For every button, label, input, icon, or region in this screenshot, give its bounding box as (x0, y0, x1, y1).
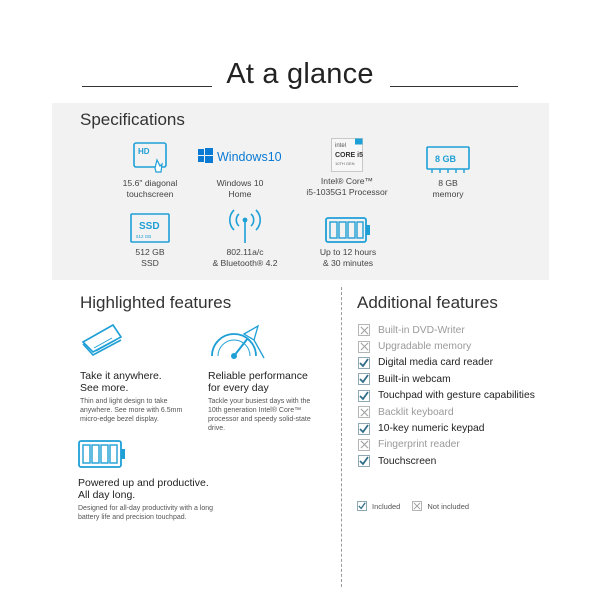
svg-text:HD: HD (138, 147, 150, 156)
feature-battery-description: Designed for all-day productivity with a long battery life and precision touchpad. (78, 505, 214, 521)
cross-icon (358, 324, 370, 336)
legend-check-icon (357, 501, 367, 511)
speedometer-icon (208, 322, 268, 362)
memory-chip-icon (426, 146, 470, 174)
feature-performance (208, 322, 311, 433)
feature-performance-description: Tackle your busiest days with the 10th generation Intel® Core™ processor and speedy solid-state drive. (208, 398, 311, 432)
svg-text:intel: intel (335, 143, 347, 149)
additional-feature-label: Built-in DVD-Writer (378, 324, 465, 336)
feature-performance-heading: Reliable performance for every day (208, 370, 308, 394)
page-title: At a glance (226, 58, 374, 90)
check-icon (358, 423, 370, 435)
additional-feature-item (358, 404, 535, 420)
spec-battery-label: Up to 12 hours & 30 minutes (319, 247, 377, 268)
battery-icon (78, 440, 126, 468)
additional-feature-label: Fingerprint reader (378, 439, 460, 451)
svg-text:Windows10: Windows10 (217, 150, 282, 164)
spec-wireless-label: 802.11a/c & Bluetooth® 4.2 (212, 247, 278, 268)
wifi-antenna-icon (225, 209, 265, 243)
title-rule-right (390, 86, 518, 87)
legend-cross-icon (412, 501, 422, 511)
highlighted-features-title: Highlighted features (80, 293, 232, 312)
check-icon (358, 390, 370, 402)
additional-feature-item (358, 388, 535, 404)
battery-icon (325, 217, 371, 243)
hd-screen-icon (133, 142, 167, 174)
intel-core-i5-badge-icon (331, 138, 363, 172)
feature-portable (80, 322, 182, 424)
legend-not-included-label: Not included (427, 501, 470, 511)
spec-storage-label: 512 GB SSD (135, 247, 165, 268)
svg-text:CORE i5: CORE i5 (335, 152, 363, 159)
section-divider (341, 287, 342, 587)
additional-feature-item (358, 437, 535, 453)
additional-feature-label: 10-key numeric keypad (378, 423, 485, 435)
check-icon (358, 357, 370, 369)
additional-feature-item (358, 338, 535, 354)
check-icon (358, 455, 370, 467)
additional-feature-item (358, 453, 535, 469)
laptop-screen-icon (80, 322, 124, 362)
additional-feature-item (358, 322, 535, 338)
spec-processor-label: Intel® Core™ i5-1035G1 Processor (306, 176, 388, 197)
additional-feature-label: Touchpad with gesture capabilities (378, 390, 535, 402)
spec-os-label: Windows 10 Home (216, 178, 264, 199)
additional-feature-label: Built-in webcam (378, 373, 451, 385)
additional-feature-label: Backlit keyboard (378, 406, 454, 418)
svg-text:10TH GEN: 10TH GEN (335, 161, 355, 166)
check-icon (358, 373, 370, 385)
additional-features-title: Additional features (357, 293, 498, 312)
spec-battery (283, 207, 413, 269)
spec-display-label: 15.6" diagonal touchscreen (122, 178, 178, 199)
feature-portable-description: Thin and light design to take anywhere. See more with 6.5mm micro-edge bezel display. (80, 398, 183, 423)
svg-text:8 GB: 8 GB (435, 154, 457, 164)
cross-icon (358, 406, 370, 418)
feature-portable-heading: Take it anywhere. See more. (80, 370, 162, 394)
cross-icon (358, 341, 370, 353)
additional-feature-label: Digital media card reader (378, 357, 494, 369)
ssd-drive-icon (130, 213, 170, 243)
additional-feature-label: Touchscreen (378, 455, 437, 467)
specifications-title: Specifications (80, 110, 185, 129)
additional-feature-label: Upgradable memory (378, 341, 472, 353)
additional-feature-item (358, 355, 535, 371)
svg-text:512 GB: 512 GB (136, 234, 152, 239)
windows-logo-icon (196, 146, 284, 166)
feature-battery-heading: Powered up and productive. All day long. (78, 477, 209, 501)
legend-included-label: Included (372, 501, 401, 511)
additional-feature-item (358, 420, 535, 436)
svg-text:SSD: SSD (139, 221, 160, 232)
additional-feature-item (358, 371, 535, 387)
feature-battery (78, 440, 213, 522)
legend (357, 501, 481, 511)
spec-memory-label: 8 GB memory (432, 178, 464, 199)
spec-memory (383, 138, 513, 200)
additional-features-list (358, 322, 535, 470)
cross-icon (358, 439, 370, 451)
